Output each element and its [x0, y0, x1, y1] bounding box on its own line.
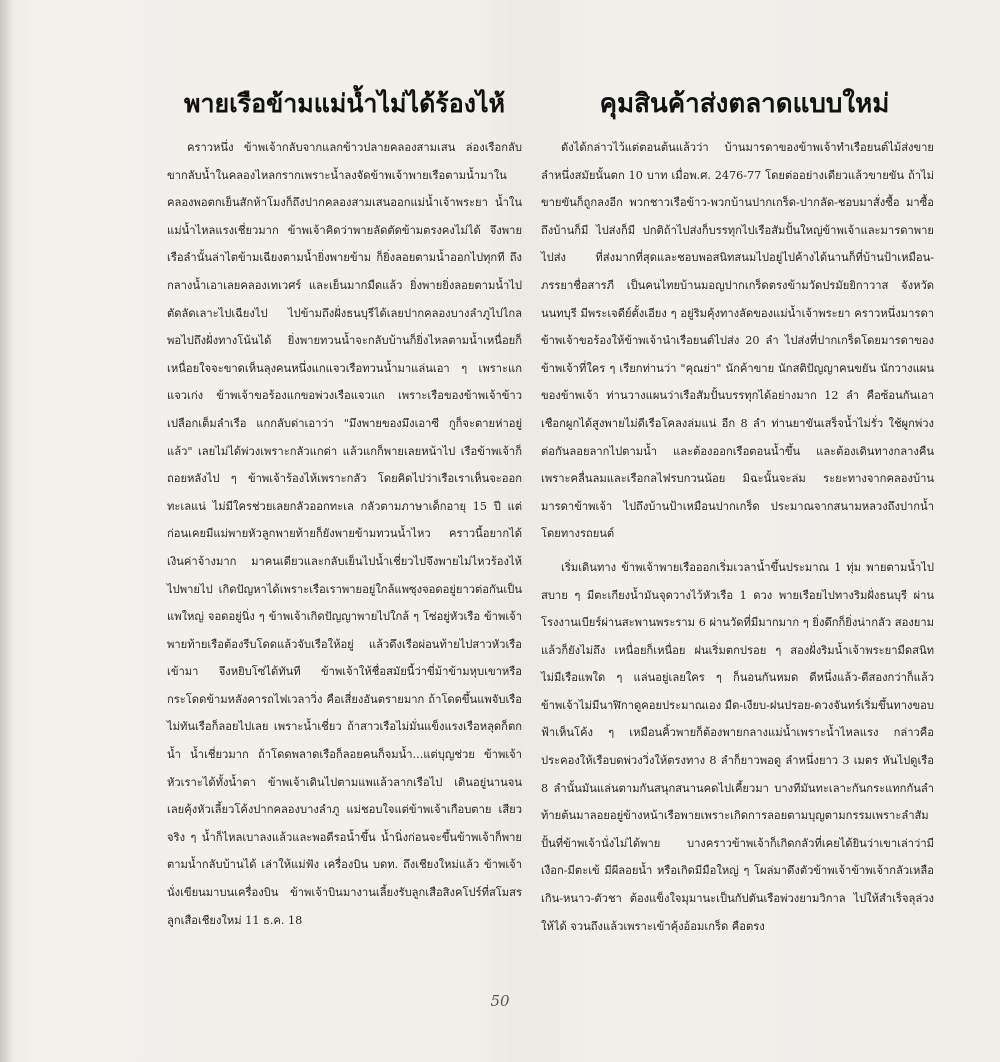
- left-article: [167, 86, 522, 934]
- right-article-title: คุมสินค้าส่งตลาดแบบใหม่: [599, 89, 890, 119]
- right-article-paragraph-1: ดังได้กล่าวไว้แต่ตอนต้นแล้วว่า บ้านมารดาของข้าพเจ้าทำเรือยนต์ไม้ส่งขาย ลำหนึ่งสมัยนั้นตก 10 บาท เมื่อพ.ศ. 2476-77 โดยต่ออย่างเดียวแล้วขายขัน ถ้าไม่ขายขันก็ถูกลงอีก พวกชาวเรือข้าว-พวกบ้านปากเกร็ด-ปากลัด-ชอบมาสั่งซื้อ มาซื้อถึงบ้านก็มี ไปส่งก็มี ปกติถ้าไปส่งก็บรรทุกไปเรือสัมปั้นใหญ่ข้าพเจ้าและมารดาพายไปส่ง ที่ส่งมากที่สุดและชอบพอสนิทสนมไปอยู่ไปค้างได้นานก็ที่บ้านป้าเหมือน-ภรรยาชื่อสารภี เป็นคนไทยบ้านมอญปากเกร็ดตรงข้ามวัดปรมัยยิกาวาส จังหวัดนนทบุรี มีพระเจดีย์ตั้งเอียง ๆ อยู่ริมคุ้งทางลัดของแม่น้ำเจ้าพระยา คราวหนึ่งมารดาข้าพเจ้าขอร้องให้ข้าพเจ้านำเรือยนต์ไปส่ง 20 ลำ ไปส่งที่ปากเกร็ดโดยมารดาของข้าพเจ้าที่ใคร ๆ เรียกท่านว่า "คุณย่า" นักค้าขาย นักสติปัญญาคนขยัน นักวางแผนของข้าพเจ้า ท่านวางแผนว่าเรือสัมปั้นบรรทุกได้อย่างมาก 12 ลำ คือซ้อนกันเอาเชือกผูกได้สูงพายไม่ดีเรือโคลงล่มแน่ อีก 8 ลำ ท่านยาขันเสร็จน้ำไม่รั่ว ใช้ผูกพ่วงต่อกันลอยลากไปตามน้ำ และต้องออกเรือตอนน้ำขึ้น และต้องเดินทางกลางคืนเพราะคลื่นลมและเรือกลไฟรบกวนน้อย มิฉะนั้นจะล่ม ระยะทางจากคลองบ้านมารดาข้าพเจ้า ไปถึงบ้านป้าเหมือนปากเกร็ด ประมาณจากสนามหลวงถึงปากน้ำโดยทางรถยนต์: [541, 141, 934, 541]
- right-article-paragraph-2: เริ่มเดินทาง ข้าพเจ้าพายเรือออกเริ่มเวลาน้ำขึ้นประมาณ 1 ทุ่ม พายตามน้ำไปสบาย ๆ มีตะเกียงน้ำมันจุดวางไว้หัวเรือ 1 ดวง พายเรือยไปทางริมฝั่งธนบุรี ผ่านโรงงานเบียร์ผ่านสะพานพระราม 6 ผ่านวัดที่มีมากมาก ๆ ยิ่งดึกก็ยิ่งน่ากลัว สองยามแล้วก็ยังไม่ถึง เหนื่อยก็เหนื่อย ฝนเริ่มตกปรอย ๆ สองฝั่งริมน้ำเจ้าพระยามืดสนิท ไม่มีเรือแพใด ๆ แล่นอยู่เลยใคร ๆ ก็นอนกันหมด ดีหนึ่งแล้ว-ดีสองกว่าก็แล้ว ข้าพเจ้าไม่มีนาฬิกาดูคอยประมาณเอง มืด-เงียบ-ฝนปรอย-ดวงจันทร์เริ่มขึ้นทางขอบฟ้าเห็นโค้ง ๆ เหมือนคิ้วพายก็ต้องพายกลางแม่น้ำเพราะน้ำไหลแรง กล่าวคือประคองให้เรือบดพ่วงวิ่งให้ตรงทาง 8 ลำก็ยาวพอดู ลำหนึ่งยาว 3 เมตร หันไปดูเรือ 8 ลำนั้นมันแล่นตามกันสนุกสนานคดไปเคี้ยวมา บางทีมันทะเลาะกันกระแทกกันลำท้ายต้นมาลอยอยู่ข้างหน้าเรือพายเพราะเกิดการลอยตามบุญตามกรรมเพราะลำสัมปั้นที่ข้าพเจ้านั่งไม่ได้พาย บางคราวข้าพเจ้าก็เกิดกลัวที่เคยได้ยินว่าเขาเล่าว่ามีเงือก-มีตะเข้ มีผีลอยน้ำ หรือเกิดมีมือใหญ่ ๆ โผล่มาดึงตัวข้าพเจ้าข้าพเจ้ากลัวเหลือเกิน-หนาว-ตัวชา ต้องแข็งใจมุมานะเป็นกัปตันเรือพ่วงยามวิกาล ไปให้สำเร็จลุล่วงให้ได้ จวนถึงแล้วเพราะเข้าคุ้งอ้อมเกร็ด คือตรง: [541, 560, 934, 933]
- page-number: 50: [490, 992, 510, 1010]
- left-article-body: [167, 134, 522, 934]
- right-article: [541, 86, 934, 940]
- left-article-paragraph: คราวหนึ่ง ข้าพเจ้ากลับจากแลกข้าวปลายคลองสามเสน ล่องเรือกลับขากลับน้ำในคลองไหลกรากเพราะน้ำลงจัดข้าพเจ้าพายเรือตามน้ำมาในคลองพอตกเย็นสักห้าโมงก็ถึงปากคลองสามเสนออกแม่น้ำเจ้าพระยา น้ำในแม่น้ำไหลแรงเชี่ยวมาก ข้าพเจ้าคิดว่าพายลัดตัดข้ามตรงคงไม่ได้ จึงพายเรือลำนั้นล่าไตข้ามเฉียงตามน้ำยิ่งพายข้าม ก็ยิ่งลอยตามน้ำออกไปทุกที ถึงกลางน้ำเอาเลยคลองเทเวศร์ และเย็นมากมืดแล้ว ยิ่งพายยิ่งลอยตามน้ำไปตัดลัดเลาะไปเฉียงไป ไปข้ามถึงฝั่งธนบุรีได้เลยปากคลองบางลำภูไปไกล พอไปถึงฝั่งทางโน้นได้ ยิ่งพายทวนน้ำจะกลับบ้านก็ยิ่งไหลตามน้ำเหนื่อยก็เหนื่อยใจจะขาดเห็นลุงคนหนึ่งแกแจวเรือทวนน้ำมาแล่นเอา ๆ เพราะแกแจวเก่ง ข้าพเจ้าขอร้องแกขอพ่วงเรือแจวแก เพราะเรือของข้าพเจ้าข้าวเปลือกเต็มลำเรือ แกกลับด่าเอาว่า "มึงพายของมึงเอาซี กูก็จะตายห่าอยู่แล้ว" เลยไม่ได้พ่วงเพราะกลัวแกด่า แล้วแกก็พายเลยหน้าไป เรือข้าพเจ้าก็ถอยหลังไป ๆ ข้าพเจ้าร้องไห้เพราะกลัว โดยคิดไปว่าเรือเราเห็นจะออกทะเลแน่ ไม่มีใครช่วยเลยกลัวออกทะเล กลัวตามภาษาเด็กอายุ 15 ปี แต่ก่อนเคยมีแม่พายหัวลูกพายท้ายก็ยังพายข้ามทวนน้ำไหว คราวนี้อยากได้เงินค่าจ้างมาก มาคนเดียวและกลับเย็นไปน้ำเชี่ยวไปจึงพายไม่ไหวร้องไห้ไปพายไป เกิดปัญหาได้เพราะเรือเราพายอยู่ใกล้แพซุงจอดอยู่ยาวต่อกันเป็นแพใหญ่ จอดอยู่นิ่ง ๆ ข้าพเจ้าเกิดปัญญาพายไปใกล้ ๆ โซ่อยู่หัวเรือ ข้าพเจ้าพายท้ายเรือต้องรีบโดดแล้วจับเรือให้อยู่ แล้วดึงเรือผ่อนท้ายไปสาวหัวเรือเข้ามา จึงหยิบโซ่ได้ทันที ข้าพเจ้าให้ชื่อสมัยนี้ว่าขี่ม้าข้ามหุบเขาหรือกระโดดข้ามหลังคารถไฟเวลาวิ่ง คือเสี่ยงอันตรายมาก ถ้าโดดขึ้นแพจับเรือไม่ทันเรือก็ลอยไปเลย เพราะน้ำเชี่ยว ถ้าสาวเรือไม่มั่นแข็งแรงเรือหลุดก็ตกน้ำ น้ำเชี่ยวมาก ถ้าโดดพลาดเรือก็ลอยคนก็จมน้ำ...แต่บุญช่วย ข้าพเจ้าหัวเราะได้ทั้งน้ำตา ข้าพเจ้าเดินไปตามแพแล้วลากเรือไป เดินอยู่นานจนเลยคุ้งหัวเลี้ยวโค้งปากคลองบางลำภู แม่ชอบใจแต่ข้าพเจ้าเกือบตาย เสียวจริง ๆ น้ำก็ไหลเบาลงแล้วและพอดีรอน้ำขึ้น น้ำนิ่งก่อนจะขึ้นข้าพเจ้าก็พายตามน้ำกลับบ้านได้ เล่าให้แม่ฟัง เครื่องบิน บดท. ถึงเชียงใหม่แล้ว ข้าพเจ้านั่งเขียนมาบนเครื่องบิน ข้าพเจ้าบินมางานเลี้ยงรับลูกเสือสิงคโปร์ที่สโมสรลูกเสือเชียงใหม่ 11 ธ.ค. 18: [167, 141, 522, 927]
- right-article-body: [541, 134, 934, 940]
- left-article-title: พายเรือข้ามแม่น้ำไม่ได้ร้องไห้: [183, 89, 506, 118]
